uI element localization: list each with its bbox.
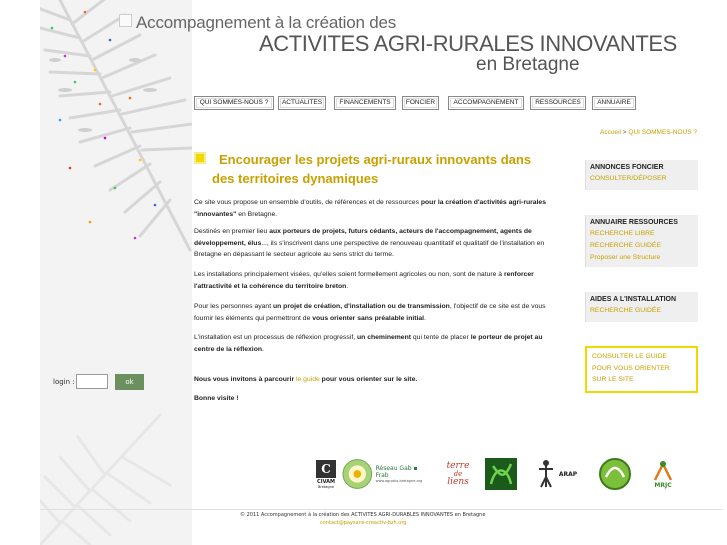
paragraph-audience bbox=[194, 226, 556, 261]
arap-label: ARAP bbox=[558, 470, 578, 478]
partner-green-logo[interactable] bbox=[485, 455, 517, 493]
guide-link[interactable]: le guide bbox=[295, 376, 320, 383]
terre-label-3: liens bbox=[447, 476, 469, 487]
breadcrumb bbox=[600, 129, 697, 136]
text: ..., ils s'inscrivent dans une perspective de renouveau quantitatif et qualitatif de l'installation en Bretagne en dépassant le secteur agricole au sens strict du terme. bbox=[194, 239, 545, 258]
fern-decoration-icon bbox=[40, 0, 192, 290]
page-headline: Encourager les projets agri-ruraux innovants dans des territoires dynamiques bbox=[212, 152, 532, 186]
civam-logo-icon bbox=[315, 459, 337, 479]
nav-foncier[interactable]: FONCIER bbox=[402, 96, 439, 110]
sidebar-aides-installation bbox=[585, 292, 698, 322]
text-bold: pour vous orienter sur le site. bbox=[319, 376, 418, 383]
text: L'installation est un processus de réflexion progressif, bbox=[194, 334, 357, 341]
civam-sublabel: Bretagne bbox=[317, 485, 335, 489]
partner-arap[interactable] bbox=[523, 455, 589, 493]
login-input[interactable] bbox=[76, 374, 108, 389]
recherche-guidee-link[interactable]: RECHERCHE GUIDÉE bbox=[590, 242, 661, 249]
paragraph-installations bbox=[194, 269, 556, 292]
sidebar-title: ANNUAIRE RESSOURCES bbox=[590, 219, 678, 226]
site-title-line2: ACTIVITES AGRI-RURALES INNOVANTES bbox=[259, 31, 677, 56]
paragraph-invitation bbox=[194, 374, 556, 386]
nav-accompagnement[interactable]: ACCOMPAGNEMENT bbox=[448, 96, 524, 110]
partner-logos bbox=[313, 455, 703, 493]
text: Les installations principalement visées, qu'elles soient formellement agricoles ou non, sont de nature à bbox=[194, 271, 504, 278]
gab-label: Réseau Gab ▪ Frab bbox=[375, 465, 418, 479]
nav-actualites[interactable]: ACTUALITÉS bbox=[278, 96, 326, 110]
breadcrumb-current[interactable]: QUI SOMMES-NOUS ? bbox=[628, 129, 698, 136]
gab-sublabel: www.agrobio-bretagne.org bbox=[375, 479, 423, 483]
text: Pour les personnes ayant bbox=[194, 303, 273, 310]
guide-callout[interactable] bbox=[585, 346, 698, 393]
text: . bbox=[262, 345, 264, 353]
terre-label-2: de bbox=[453, 469, 463, 478]
partner-civam[interactable] bbox=[313, 455, 339, 493]
proposer-structure-link[interactable]: Proposer une Structure bbox=[590, 254, 661, 261]
site-title-line3: en Bretagne bbox=[476, 54, 580, 75]
text-bold: un cheminement bbox=[357, 334, 412, 341]
green-circle-logo-icon bbox=[598, 457, 632, 491]
consulter-deposer-link[interactable]: CONSULTER/DÉPOSER bbox=[590, 175, 667, 182]
text: . bbox=[346, 282, 349, 290]
mrjc-logo-icon bbox=[651, 460, 675, 482]
text-bold: le porteur de projet au centre de la réflexion bbox=[194, 334, 543, 353]
text: . bbox=[424, 314, 426, 322]
nav-ressources[interactable]: RESSOURCES bbox=[530, 96, 586, 110]
text: qui tente de placer bbox=[411, 334, 471, 341]
recherche-libre-link[interactable]: RECHERCHE LIBRE bbox=[590, 230, 655, 237]
partner-terre-de-liens[interactable] bbox=[435, 455, 481, 493]
footer-copyright: © 2011 Accompagnement à la création des ACTIVITES AGRI-DURABLES INNOVANTES en Bretagne bbox=[240, 512, 486, 518]
text: en Bretagne. bbox=[236, 210, 278, 218]
green-swirl-logo-icon bbox=[485, 458, 517, 490]
paragraph-process bbox=[194, 332, 556, 355]
recherche-guidee-aides-link[interactable]: RECHERCHE GUIDÉE bbox=[590, 307, 661, 314]
login-ok-button[interactable]: ok bbox=[115, 374, 144, 390]
text-bold: pour la création d'activités agri-rurales "innovantes" bbox=[194, 199, 546, 218]
site-logo-icon bbox=[119, 14, 132, 27]
login-label: login : bbox=[53, 378, 75, 386]
mrjc-label: MRJC bbox=[654, 481, 672, 489]
sidebar-title: ANNONCES FONCIER bbox=[590, 164, 664, 171]
fern-bottom-decoration-icon bbox=[40, 395, 192, 545]
civam-label: CIVAM bbox=[317, 479, 335, 485]
sidebar-annuaire-ressources bbox=[585, 215, 698, 267]
nav-annuaire[interactable]: ANNUAIRE bbox=[592, 96, 636, 110]
breadcrumb-home[interactable]: Accueil bbox=[600, 129, 621, 136]
paragraph-intro bbox=[194, 197, 556, 220]
footer-divider bbox=[40, 509, 723, 510]
partner-green-circle[interactable] bbox=[595, 455, 635, 493]
paragraph-projects bbox=[194, 301, 556, 324]
text-bold: renforcer l'attractivité et la cohérence du territoire breton bbox=[194, 271, 534, 290]
guide-line[interactable]: POUR VOUS ORIENTER bbox=[592, 364, 670, 372]
text: Destinés en premier lieu bbox=[194, 228, 270, 235]
guide-line[interactable]: SUR LE SITE bbox=[592, 376, 634, 383]
nav-qui-sommes-nous[interactable]: QUI SOMMES-NOUS ? bbox=[194, 96, 274, 110]
gab-logo-icon bbox=[342, 458, 373, 490]
partner-mrjc[interactable] bbox=[643, 455, 683, 493]
guide-line[interactable]: CONSULTER LE GUIDE bbox=[592, 353, 668, 360]
paragraph-welcome bbox=[194, 393, 556, 405]
svg-text:C: C bbox=[321, 462, 331, 476]
text-bold: un projet de création, d'installation ou de transmission bbox=[272, 303, 450, 310]
terre-label-1: terre bbox=[446, 460, 470, 471]
breadcrumb-separator: > bbox=[622, 129, 627, 136]
text-bold: aux porteurs de projets, futurs cédants, acteurs de l'accompagnement, agents de développement, élus bbox=[194, 228, 532, 247]
text-bold: vous orienter sans préalable initial bbox=[312, 314, 425, 322]
site-title-line1: Accompagnement à la création des bbox=[136, 13, 397, 32]
sidebar-title: AIDES A L'INSTALLATION bbox=[590, 296, 677, 303]
text-bold: Nous vous invitons à parcourir bbox=[194, 376, 296, 383]
footer-contact-link[interactable]: contact@paysans-creactiv-bzh.org bbox=[320, 520, 407, 526]
text: , l'objectif de ce site est de vous fournir les éléments qui permettront de bbox=[194, 303, 546, 322]
sidebar-annonces-foncier bbox=[585, 160, 698, 190]
nav-financements[interactable]: FINANCEMENTS bbox=[334, 96, 396, 110]
arap-figure-icon bbox=[535, 459, 557, 489]
text-bold: Bonne visite ! bbox=[194, 395, 239, 402]
left-decorative-column bbox=[40, 0, 192, 545]
text: Ce site vous propose un ensemble d'outils, de références et de ressources bbox=[194, 199, 421, 206]
partner-gab-frab[interactable] bbox=[342, 455, 430, 493]
